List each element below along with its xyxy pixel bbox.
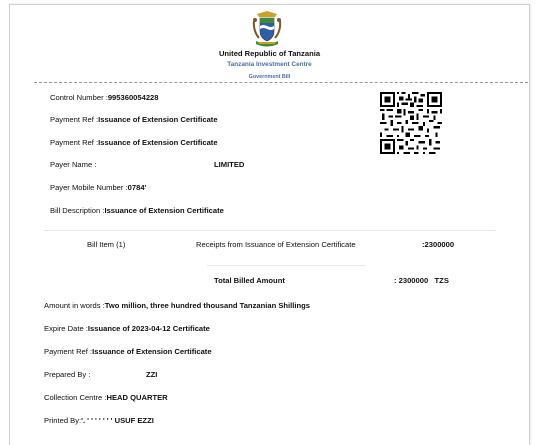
prepared-by-value-wrap [146,370,157,379]
collection-centre-label: Collection Centre : [44,393,107,402]
payment-ref-value: Issuance of Extension Certificate [98,115,218,124]
payment-ref-label: Payment Ref : [50,115,99,124]
bill-item-description: Receipts from Issuance of Extension Certificate [196,240,356,249]
control-number-row [50,93,159,102]
bill-description-row [50,206,224,215]
bill-description-label: Bill Description : [50,206,105,215]
header-divider [34,82,528,83]
payment-ref-label: Payment Ref : [50,138,99,147]
expire-date-label: Expire Date : [44,324,88,333]
collection-centre-value: HEAD QUARTER [106,393,168,402]
bill-item-amount: :2300000 [422,240,455,249]
total-amount-value: : 2300000 [394,276,429,285]
total-divider [207,265,365,266]
coat-of-arms-icon [251,11,283,47]
payer-name-row [50,160,96,169]
bill-item-label: Bill Item (1) [87,240,126,249]
payer-name-label: Payer Name : [50,160,97,169]
payment-ref-row-2 [50,138,218,147]
amount-in-words-label: Amount in words : [44,301,105,310]
footer-payment-ref-row [44,347,212,356]
payer-name-value-wrap [214,160,244,169]
payer-mobile-value: 0784' [127,183,147,192]
control-number-value: 995360054228 [107,93,159,102]
payment-ref-value: Issuance of Extension Certificate [98,138,218,147]
printed-by-value: '. ' ' ' ' ' ' ' USUF EZZI [81,416,154,425]
expire-date-value: Issuance of 2023-04-12 Certificate [87,324,210,333]
items-divider [44,230,495,231]
footer-payment-ref-label: Payment Ref : [44,347,93,356]
total-label: Total Billed Amount [214,276,285,285]
prepared-by-label: Prepared By : [44,370,91,379]
amount-in-words-value: Two million, three hundred thousand Tanzanian Shillings [104,301,310,310]
document-type: Government Bill [248,74,291,80]
collection-centre-row [44,393,168,402]
prepared-by-value: ZZI [146,370,158,379]
printed-by-label: Printed By: [44,416,82,425]
payer-mobile-row [50,183,146,192]
expire-date-row [44,324,210,333]
amount-in-words-row [44,301,310,310]
qr-code [380,92,442,154]
prepared-by-row [44,370,90,379]
centre-title: Tanzania Investment Centre [227,61,312,68]
bill-description-value: Issuance of Extension Certificate [104,206,224,215]
control-number-label: Control Number : [50,93,108,102]
payer-name-value: LIMITED [214,160,245,169]
footer-payment-ref-value: Issuance of Extension Certificate [92,347,212,356]
country-title: United Republic of Tanzania [218,49,321,58]
payer-mobile-label: Payer Mobile Number : [50,183,128,192]
printed-by-row [44,416,154,425]
total-currency: TZS [434,276,449,285]
payment-ref-row-1 [50,115,218,124]
total-amount [394,276,449,285]
